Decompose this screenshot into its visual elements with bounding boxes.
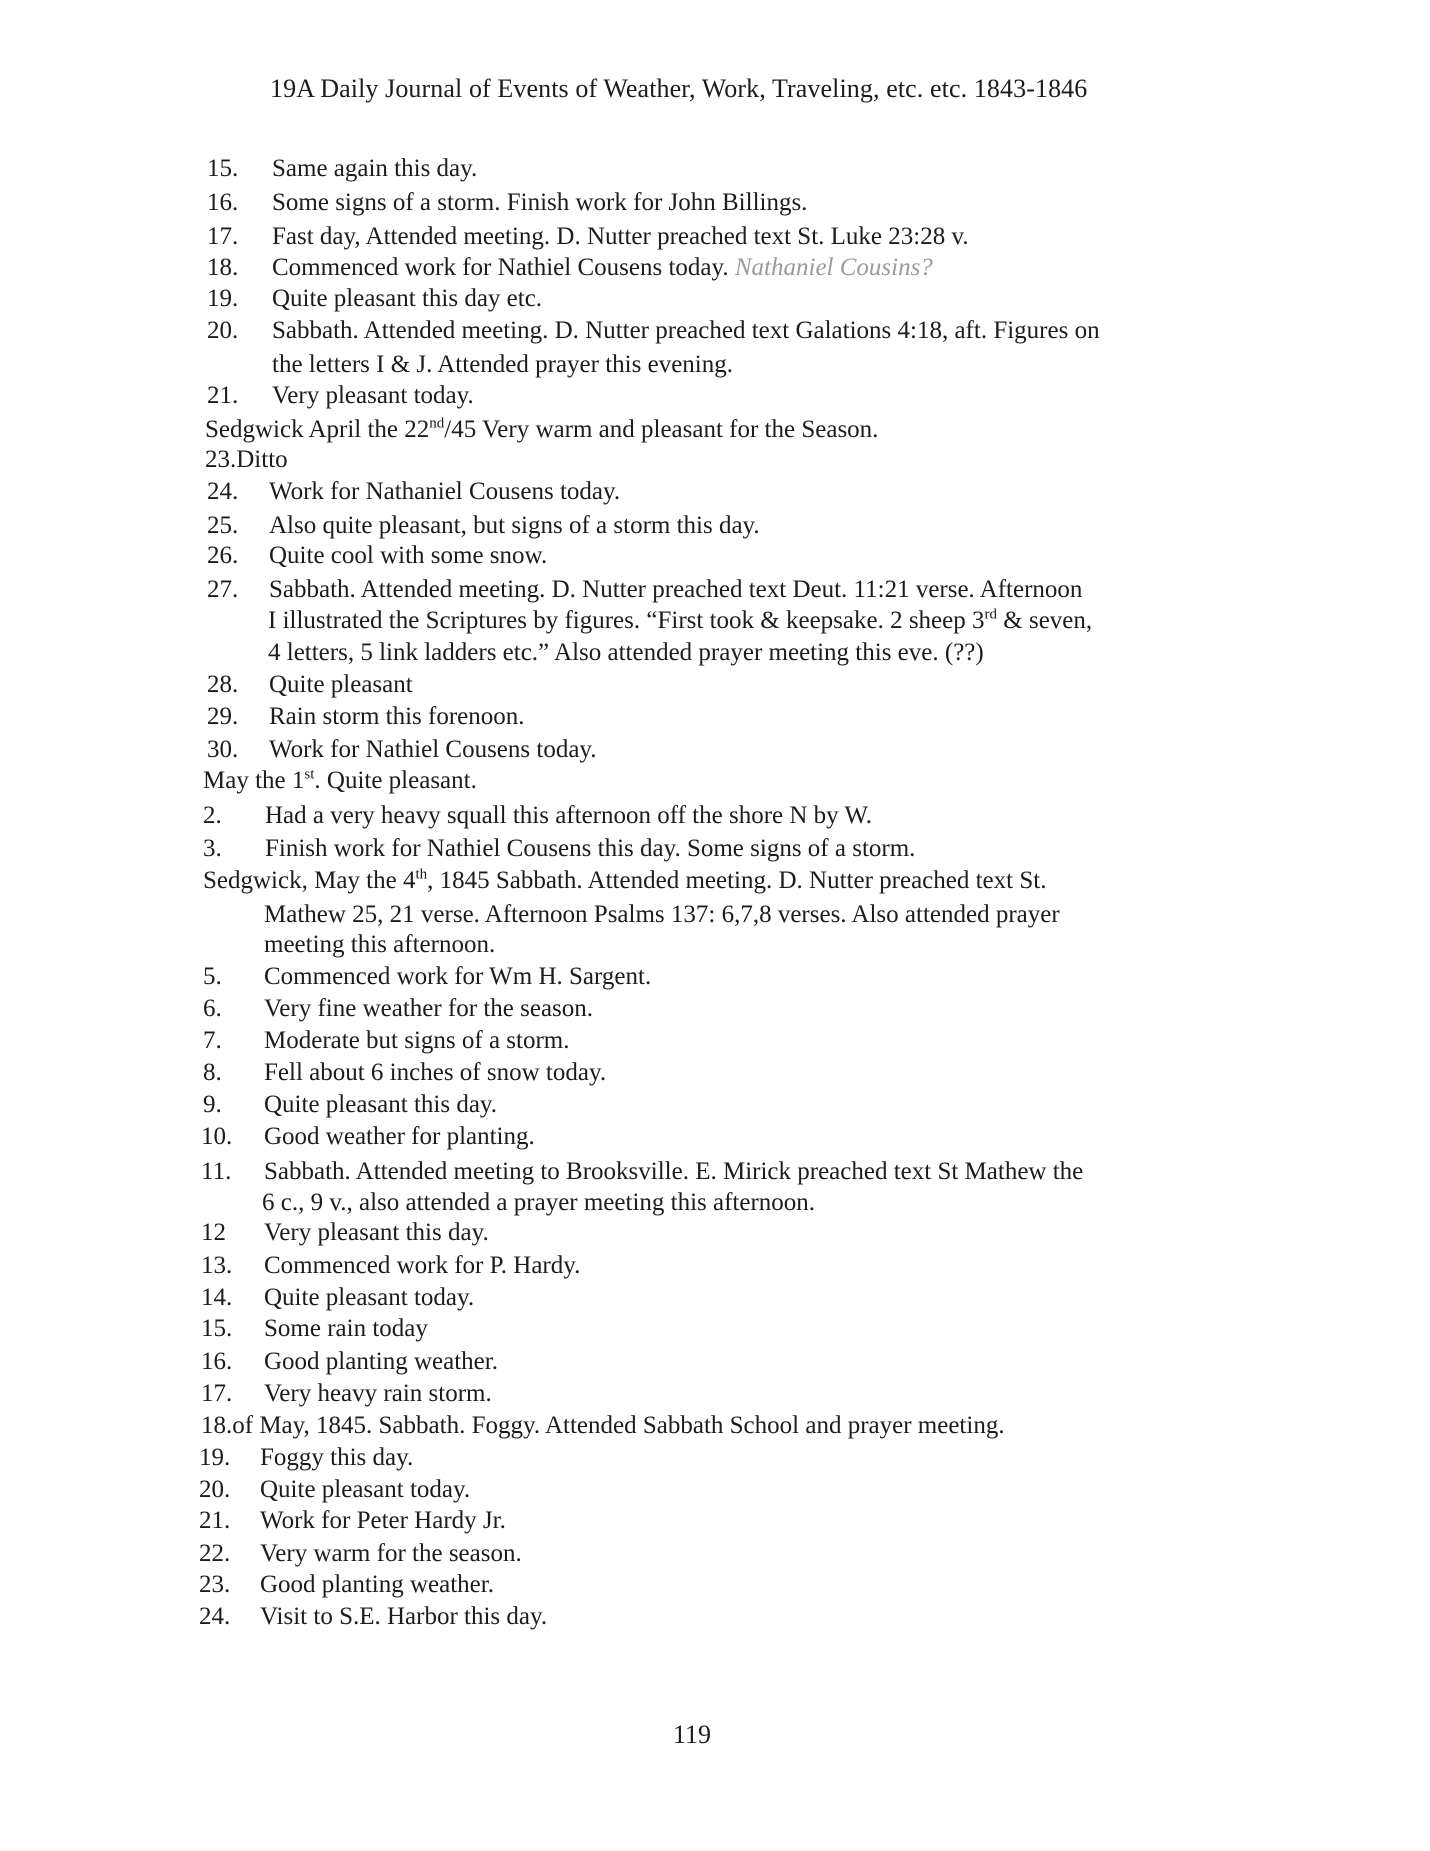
entry-continuation: 6 c., 9 v., also attended a prayer meeting this afternoon.: [262, 1189, 816, 1216]
entry-text: Foggy this day.: [260, 1444, 414, 1471]
ordinal-suffix: rd: [984, 606, 998, 623]
entry-continuation: Mathew 25, 21 verse. Afternoon Psalms 137: 6,7,8 verses. Also attended prayer: [264, 901, 1060, 928]
entry-text: Also quite pleasant, but signs of a storm this day.: [269, 512, 760, 539]
entry-number: 19.: [199, 1444, 231, 1471]
entry-number: 5.: [203, 963, 222, 990]
entry-number: 23.: [199, 1571, 231, 1598]
entry-text: Very pleasant today.: [272, 382, 474, 409]
entry-text: Very heavy rain storm.: [264, 1380, 492, 1407]
entry-text: Same again this day.: [272, 155, 478, 182]
entry-text: Fast day, Attended meeting. D. Nutter preached text St. Luke 23:28 v.: [272, 223, 969, 250]
entry-text: Commenced work for Wm H. Sargent.: [264, 963, 652, 990]
entry-text: Very warm for the season.: [260, 1540, 522, 1567]
continuation-text: & seven,: [997, 607, 1093, 634]
entry-text: Quite pleasant this day etc.: [272, 285, 543, 312]
journal-entry-dated: [203, 766, 477, 796]
entry-text: Visit to S.E. Harbor this day.: [260, 1603, 548, 1630]
entry-text: Sabbath. Attended meeting. D. Nutter preached text Galations 4:18, aft. Figures on: [272, 317, 1100, 344]
entry-number: 11.: [201, 1158, 232, 1185]
entry-date: Sedgwick, May the 4: [203, 867, 416, 894]
entry-number: 16.: [207, 189, 239, 216]
entry-number: 15.: [201, 1315, 233, 1342]
entry-text: Quite pleasant this day.: [264, 1091, 498, 1118]
journal-entry: 23.Ditto: [205, 446, 288, 473]
entry-continuation: meeting this afternoon.: [264, 931, 496, 958]
entry-text: Some rain today: [264, 1315, 428, 1342]
entry-number: 17.: [201, 1380, 233, 1407]
entry-text: . Quite pleasant.: [314, 767, 477, 794]
entry-date: Sedgwick April the 22: [205, 416, 430, 443]
entry-text: [272, 253, 933, 283]
entry-number: 12: [201, 1219, 226, 1246]
entry-number: 22.: [199, 1540, 231, 1567]
entry-number: 24.: [207, 478, 239, 505]
journal-entry-dated: [203, 866, 1046, 896]
journal-entry: 18.of May, 1845. Sabbath. Foggy. Attended Sabbath School and prayer meeting.: [201, 1412, 1005, 1439]
entry-number: 3.: [203, 835, 222, 862]
entry-text: Work for Nathiel Cousens today.: [269, 736, 597, 763]
entry-date: May the 1: [203, 767, 305, 794]
entry-text: Sabbath. Attended meeting. D. Nutter preached text Deut. 11:21 verse. Afternoon: [269, 576, 1083, 603]
entry-main-text: Commenced work for Nathiel Cousens today.: [272, 254, 729, 281]
entry-text: /45 Very warm and pleasant for the Season.: [444, 416, 879, 443]
entry-number: 21.: [199, 1507, 231, 1534]
entry-text: Good weather for planting.: [264, 1123, 535, 1150]
entry-number: 21.: [207, 382, 239, 409]
entry-number: 8.: [203, 1059, 222, 1086]
entry-number: 16.: [201, 1348, 233, 1375]
entry-number: 18.: [207, 254, 239, 281]
entry-number: 9.: [203, 1091, 222, 1118]
entry-number: 10.: [201, 1123, 233, 1150]
page-title: 19A Daily Journal of Events of Weather, Work, Traveling, etc. etc. 1843-1846: [270, 74, 1088, 103]
entry-number: 27.: [207, 576, 239, 603]
entry-number: 19.: [207, 285, 239, 312]
entry-text: Fell about 6 inches of snow today.: [264, 1059, 607, 1086]
date-suffix: th: [415, 866, 428, 883]
entry-text: Very fine weather for the season.: [264, 995, 594, 1022]
date-suffix: nd: [429, 415, 445, 432]
entry-number: 26.: [207, 542, 239, 569]
entry-text: Good planting weather.: [264, 1348, 498, 1375]
continuation-text: I illustrated the Scriptures by figures. “First took & keepsake. 2 sheep 3: [268, 607, 985, 634]
entry-number: 17.: [207, 223, 239, 250]
entry-number: 13.: [201, 1252, 233, 1279]
entry-text: Finish work for Nathiel Cousens this day. Some signs of a storm.: [265, 835, 916, 862]
entry-number: 15.: [207, 155, 239, 182]
entry-text: Quite pleasant today.: [260, 1476, 471, 1503]
entry-number: 30.: [207, 736, 239, 763]
entry-text: Quite pleasant: [269, 671, 413, 698]
page-number: 119: [673, 1720, 712, 1749]
entry-text: Good planting weather.: [260, 1571, 494, 1598]
entry-number: 29.: [207, 703, 239, 730]
entry-number: 28.: [207, 671, 239, 698]
entry-number: 20.: [199, 1476, 231, 1503]
entry-text: Some signs of a storm. Finish work for John Billings.: [272, 189, 808, 216]
entry-number: 20.: [207, 317, 239, 344]
entry-text: Work for Nathaniel Cousens today.: [269, 478, 621, 505]
entry-number: 7.: [203, 1027, 222, 1054]
entry-number: 2.: [203, 802, 222, 829]
entry-text: Had a very heavy squall this afternoon off the shore N by W.: [265, 802, 873, 829]
entry-text: Work for Peter Hardy Jr.: [260, 1507, 506, 1534]
entry-continuation: 4 letters, 5 link ladders etc.” Also attended prayer meeting this eve. (??): [268, 639, 984, 666]
entry-text: Moderate but signs of a storm.: [264, 1027, 570, 1054]
entry-number: 24.: [199, 1603, 231, 1630]
entry-text: Quite pleasant today.: [264, 1284, 475, 1311]
entry-text: Commenced work for P. Hardy.: [264, 1252, 581, 1279]
entry-number: 14.: [201, 1284, 233, 1311]
entry-text: Sabbath. Attended meeting to Brooksville. E. Mirick preached text St Mathew the: [264, 1158, 1084, 1185]
entry-continuation: the letters I & J. Attended prayer this evening.: [272, 351, 733, 378]
entry-number: 6.: [203, 995, 222, 1022]
entry-text: Very pleasant this day.: [264, 1219, 489, 1246]
entry-text: Quite cool with some snow.: [269, 542, 548, 569]
journal-entry-dated: [205, 415, 878, 445]
entry-text: Rain storm this forenoon.: [269, 703, 525, 730]
entry-text: , 1845 Sabbath. Attended meeting. D. Nutter preached text St.: [427, 867, 1047, 894]
entry-number: 25.: [207, 512, 239, 539]
entry-continuation: [268, 606, 1092, 636]
editor-note: Nathaniel Cousins?: [734, 254, 933, 281]
date-suffix: st: [304, 766, 315, 783]
